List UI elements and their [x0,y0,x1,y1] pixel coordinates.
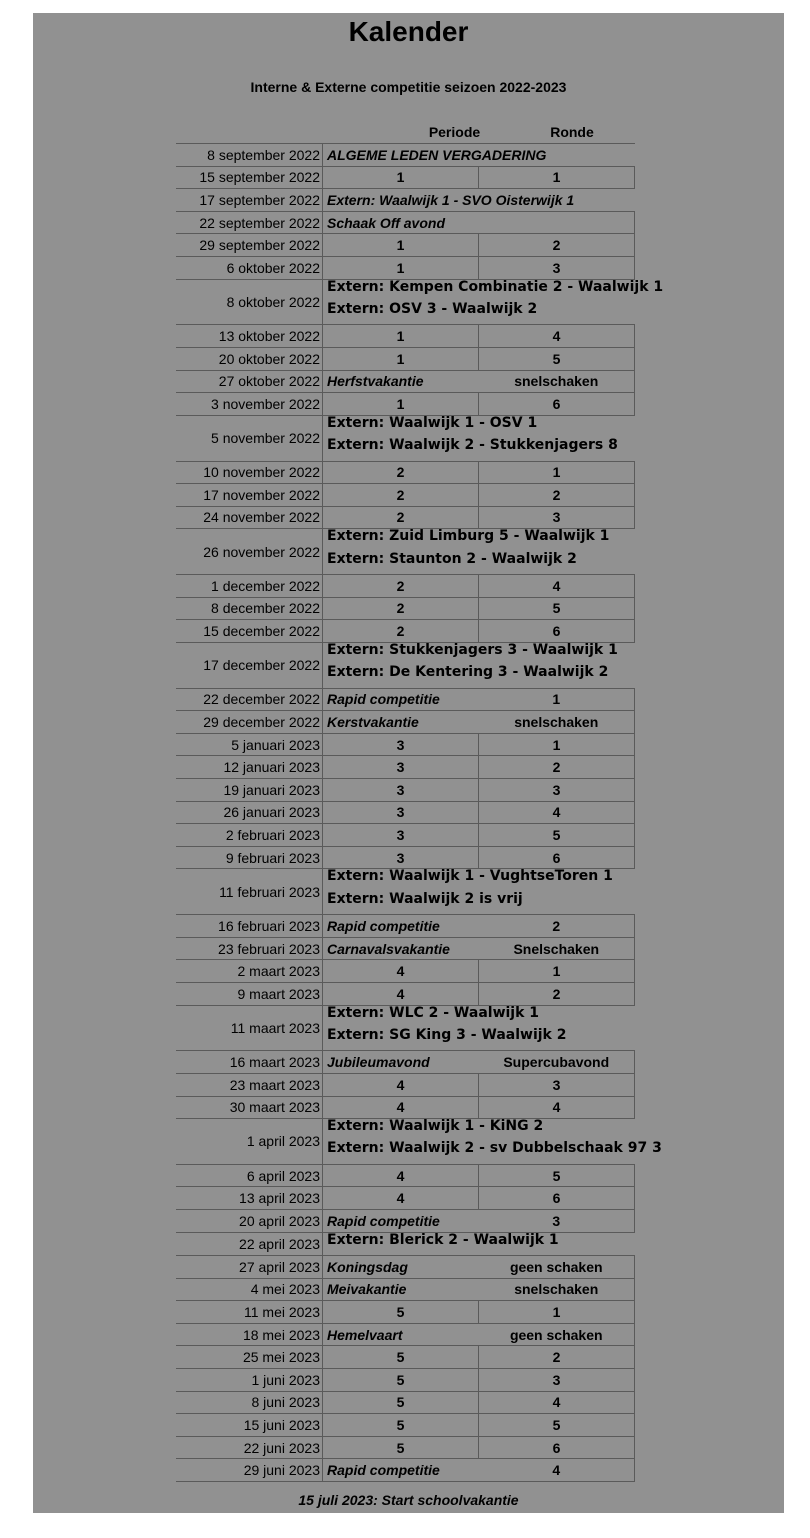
row-date: 9 februari 2023 [176,846,323,869]
row-date: 8 september 2022 [176,144,323,167]
row-date: 23 februari 2023 [176,937,323,960]
table-row [176,211,635,234]
table-row [176,1164,635,1187]
row-ronde: 6 [479,393,635,416]
row-event-note: Rapid competitie [323,915,479,938]
extern-match-line: Extern: Stukkenjagers 3 - Waalwijk 1 [327,641,618,658]
row-ronde: Supercubavond [479,1051,635,1074]
table-row [176,1073,635,1096]
row-periode: 1 [323,234,479,257]
row-periode: 5 [323,1436,479,1459]
row-periode: 5 [323,1346,479,1369]
column-header-ronde: Ronde [550,124,594,140]
row-date: 27 april 2023 [176,1256,323,1279]
row-ronde: 5 [479,597,635,620]
row-date: 11 februari 2023 [176,869,323,915]
row-event-note: Kerstvakantie [323,711,479,734]
row-date: 24 november 2022 [176,506,323,529]
row-date: 8 juni 2023 [176,1391,323,1414]
row-ronde: 5 [479,824,635,847]
row-date: 26 november 2022 [176,529,323,575]
row-date: 20 april 2023 [176,1210,323,1233]
row-ronde: 1 [479,733,635,756]
table-row [176,779,635,802]
table-row [176,325,635,348]
row-periode: 2 [323,461,479,484]
row-date: 22 september 2022 [176,211,323,234]
table-row [176,347,635,370]
row-ronde: 1 [479,960,635,983]
row-periode: 2 [323,597,479,620]
table-row [176,575,635,598]
row-ronde: 4 [479,1391,635,1414]
row-periode: 3 [323,733,479,756]
row-periode: 4 [323,960,479,983]
row-ronde: geen schaken [479,1323,635,1346]
extern-match-line: Extern: Waalwijk 2 is vrij [327,890,523,907]
row-date: 22 april 2023 [176,1232,323,1255]
row-periode: 1 [323,393,479,416]
row-periode: 4 [323,982,479,1005]
row-periode: 2 [323,484,479,507]
row-date: 15 juni 2023 [176,1414,323,1437]
row-ronde: 3 [479,779,635,802]
row-ronde: 1 [479,166,635,189]
row-periode: 3 [323,779,479,802]
row-periode: 2 [323,506,479,529]
row-date: 3 november 2022 [176,393,323,416]
table-row [176,846,635,869]
table-row [176,1005,635,1051]
row-date: 8 december 2022 [176,597,323,620]
row-date: 29 december 2022 [176,711,323,734]
row-extern-matches [323,529,635,575]
table-row [176,915,635,938]
page-title: Kalender [348,16,469,47]
table-row [176,711,635,734]
calendar-sheet [33,13,784,1513]
row-extern-matches [323,1232,635,1255]
table-row [176,1346,635,1369]
row-date: 17 november 2022 [176,484,323,507]
row-ronde: 2 [479,234,635,257]
row-date: 22 juni 2023 [176,1436,323,1459]
row-extern-matches [323,278,664,325]
extern-match-line: Extern: OSV 3 - Waalwijk 2 [327,300,538,317]
row-date: 12 januari 2023 [176,756,323,779]
extern-match-line: Extern: Blerick 2 - Waalwijk 1 [327,1231,559,1248]
row-periode: 3 [323,824,479,847]
row-date: 2 februari 2023 [176,824,323,847]
table-row [176,1278,635,1301]
extern-match-line: Extern: Waalwijk 1 - KiNG 2 [327,1118,544,1135]
row-event-note: Meivakantie [323,1278,479,1301]
row-extern-matches [323,642,635,688]
table-row [176,937,635,960]
row-periode: 4 [323,1096,479,1119]
row-periode: 1 [323,325,479,348]
row-extern-matches [323,1118,662,1165]
row-date: 26 januari 2023 [176,801,323,824]
table-row [176,1096,635,1119]
row-ronde: 4 [479,575,635,598]
row-ronde: 2 [479,756,635,779]
row-event-note: Hemelvaart [323,1323,479,1346]
table-row [176,461,635,484]
table-row [176,189,635,212]
row-date: 17 december 2022 [176,642,323,688]
row-ronde: 2 [479,915,635,938]
row-date: 1 juni 2023 [176,1369,323,1392]
row-ronde: Snelschaken [479,937,635,960]
row-periode: 1 [323,256,479,279]
row-periode: 5 [323,1391,479,1414]
row-date: 1 december 2022 [176,575,323,598]
table-row [176,801,635,824]
row-ronde: 3 [479,1210,635,1233]
row-ronde: 5 [479,1164,635,1187]
row-periode: 3 [323,801,479,824]
row-periode: 1 [323,347,479,370]
row-date: 10 november 2022 [176,461,323,484]
row-agenda-note: ALGEME LEDEN VERGADERING [323,144,635,167]
row-periode: 2 [323,575,479,598]
table-row [176,960,635,983]
row-ronde: 6 [479,1436,635,1459]
table-row [176,1301,635,1324]
row-ronde: 2 [479,982,635,1005]
row-date: 13 april 2023 [176,1187,323,1210]
table-row [176,642,635,688]
table-row [176,1369,635,1392]
row-event-note: Herfstvakantie [323,370,479,393]
row-date: 25 mei 2023 [176,1346,323,1369]
row-date: 13 oktober 2022 [176,325,323,348]
row-date: 15 december 2022 [176,620,323,643]
row-date: 17 september 2022 [176,189,323,212]
table-row [176,166,635,189]
table-row [176,1051,635,1074]
row-ronde: 4 [479,1096,635,1119]
row-date: 6 april 2023 [176,1164,323,1187]
row-date: 29 juni 2023 [176,1459,323,1482]
row-extern-match: Extern: Waalwijk 1 - SVO Oisterwijk 1 [323,189,635,212]
row-date: 6 oktober 2022 [176,256,323,279]
table-row [176,982,635,1005]
extern-match-line: Extern: WLC 2 - Waalwijk 1 [327,1004,540,1021]
page-subtitle: Interne & Externe competitie seizoen 2022-2023 [250,79,567,95]
row-event-note: Rapid competitie [323,1210,479,1233]
table-row [176,234,635,257]
row-event-note: Koningsdag [323,1256,479,1279]
row-periode: 5 [323,1414,479,1437]
table-row [176,256,635,279]
row-date: 11 mei 2023 [176,1301,323,1324]
extern-match-line: Extern: Zuid Limburg 5 - Waalwijk 1 [327,528,610,545]
table-row [176,1119,635,1165]
row-ronde: snelschaken [479,1278,635,1301]
row-date: 4 mei 2023 [176,1278,323,1301]
row-ronde: 5 [479,347,635,370]
extern-match-line: Extern: Waalwijk 2 - Stukkenjagers 8 [327,437,618,454]
table-row [176,484,635,507]
table-row [176,1391,635,1414]
row-ronde: 6 [479,1187,635,1210]
table-row [176,279,635,325]
row-periode: 4 [323,1073,479,1096]
row-ronde: 6 [479,846,635,869]
row-extern-matches [323,869,635,915]
table-row [176,1323,635,1346]
table-row [176,688,635,711]
row-extern-matches [323,415,635,461]
row-ronde: 4 [479,801,635,824]
row-ronde: 4 [479,325,635,348]
row-date: 9 maart 2023 [176,982,323,1005]
row-ronde: 1 [479,461,635,484]
extern-match-line: Extern: SG King 3 - Waalwijk 2 [327,1026,567,1043]
table-row [176,415,635,461]
column-header-periode: Periode [428,124,481,140]
footer-note: 15 juli 2023: Start schoolvakantie [298,1492,519,1508]
table-row [176,1210,635,1233]
row-event-note: Rapid competitie [323,688,479,711]
table-row [176,620,635,643]
table-row [176,1414,635,1437]
row-ronde: 2 [479,484,635,507]
extern-match-line: Extern: Waalwijk 2 - sv Dubbelschaak 97 3 [327,1140,662,1157]
row-date: 29 september 2022 [176,234,323,257]
row-periode: 5 [323,1301,479,1324]
extern-match-line: Extern: Kempen Combinatie 2 - Waalwijk 1 [327,278,664,295]
extern-match-line: Extern: Staunton 2 - Waalwijk 2 [327,550,577,567]
row-periode: 2 [323,620,479,643]
table-row [176,869,635,915]
calendar-table [176,143,664,1482]
row-ronde: 4 [479,1459,635,1482]
row-date: 16 maart 2023 [176,1051,323,1074]
extern-match-line: Extern: De Kentering 3 - Waalwijk 2 [327,664,609,681]
row-date: 18 mei 2023 [176,1323,323,1346]
row-date: 20 oktober 2022 [176,347,323,370]
row-date: 11 maart 2023 [176,1005,323,1051]
table-row [176,824,635,847]
extern-match-line: Extern: Waalwijk 1 - OSV 1 [327,414,538,431]
row-date: 23 maart 2023 [176,1073,323,1096]
row-date: 2 maart 2023 [176,960,323,983]
row-date: 16 februari 2023 [176,915,323,938]
row-periode: 4 [323,1187,479,1210]
row-event-note: Jubileumavond [323,1051,479,1074]
table-row [176,506,635,529]
row-ronde: 3 [479,1073,635,1096]
row-extern-matches [323,1005,635,1051]
row-event-note: Carnavalsvakantie [323,937,479,960]
row-ronde: snelschaken [479,370,635,393]
table-row [176,529,635,575]
table-row [176,1459,635,1482]
row-date: 5 november 2022 [176,415,323,461]
table-row [176,756,635,779]
row-date: 1 april 2023 [176,1119,323,1165]
table-row [176,1436,635,1459]
extern-match-line: Extern: Waalwijk 1 - VughtseToren 1 [327,868,613,885]
row-date: 30 maart 2023 [176,1096,323,1119]
table-row [176,1232,635,1255]
row-ronde: 3 [479,1369,635,1392]
table-row [176,370,635,393]
table-row [176,393,635,416]
row-periode: 3 [323,846,479,869]
table-row [176,1256,635,1279]
row-date: 27 oktober 2022 [176,370,323,393]
calendar-table-body [176,144,664,1482]
row-periode: 5 [323,1369,479,1392]
table-row [176,144,635,167]
row-date: 19 januari 2023 [176,779,323,802]
row-date: 5 januari 2023 [176,733,323,756]
table-row [176,733,635,756]
row-ronde: 3 [479,256,635,279]
row-ronde: geen schaken [479,1256,635,1279]
table-row [176,597,635,620]
row-date: 22 december 2022 [176,688,323,711]
row-date: 8 oktober 2022 [176,279,323,325]
row-event-note: Schaak Off avond [323,211,635,234]
row-ronde: 1 [479,1301,635,1324]
row-periode: 3 [323,756,479,779]
row-ronde: 5 [479,1414,635,1437]
row-date: 15 september 2022 [176,166,323,189]
row-ronde: snelschaken [479,711,635,734]
row-ronde: 1 [479,688,635,711]
row-ronde: 2 [479,1346,635,1369]
row-event-note: Rapid competitie [323,1459,479,1482]
row-ronde: 6 [479,620,635,643]
row-periode: 1 [323,166,479,189]
row-periode: 4 [323,1164,479,1187]
table-row [176,1187,635,1210]
row-ronde: 3 [479,506,635,529]
